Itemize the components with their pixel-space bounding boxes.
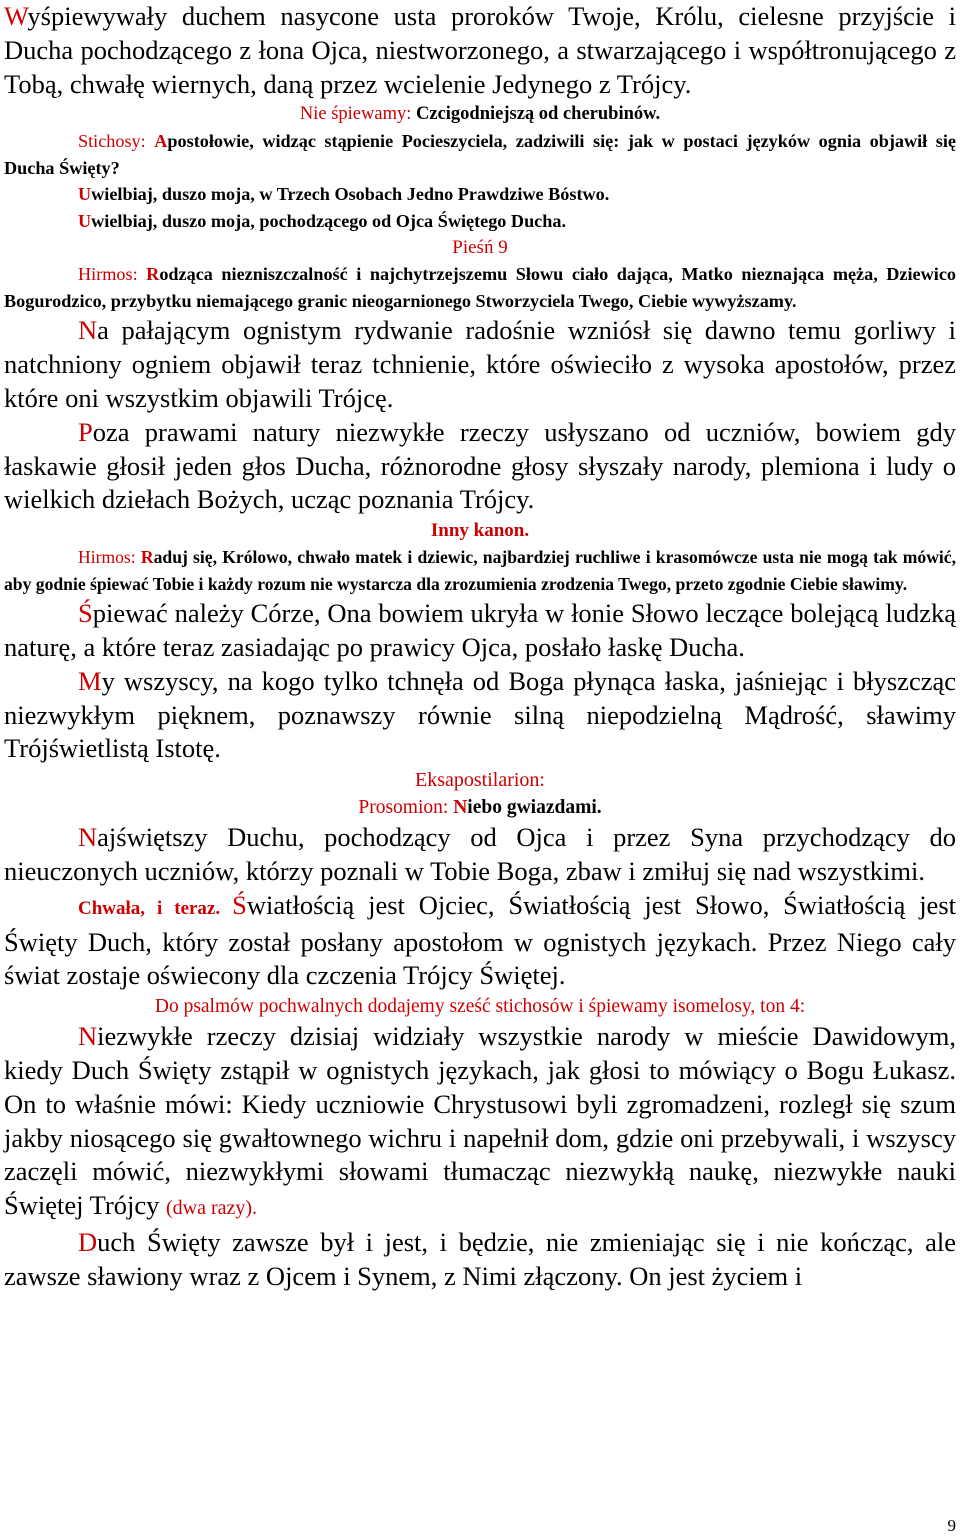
hirmos-1: Hirmos: Rodząca niezniszczalność i najchytrzejszemu Słowu ciało dająca, Matko nieznająca męża, Dziewico Bogurodzico, przybytku niemającego granic nieogarnionego Stworzyciela Twego, Ciebie wywyższamy. — [4, 264, 956, 311]
paragraph-3: Poza prawami natury niezwykłe rzeczy usłyszano od uczniów, bowiem gdy łaskawie głosił jeden głos Ducha, różnorodne głosy słyszały narody, plemiona i ludy o wielkich dziełach Bożych, ucząc poznania Trójcy. — [4, 416, 956, 515]
prosomion-line: Prosomion: Niebo gwiazdami. — [358, 797, 602, 819]
initial-letter: W — [4, 1, 28, 31]
paragraph-2: Na pałającym ognistym rydwanie radośnie wzniósł się dawno temu gorliwy i natchniony ogniem objawił teraz tchnienie, które oświeciło z wysoka apostołów, przez które oni wszystkim objawili Trójcę. — [4, 315, 956, 413]
exapostilarion-title: Eksapostilarion: — [415, 769, 545, 792]
verse-1: Uwielbiaj, duszo moja, w Trzech Osobach Jedno Prawdziwe Bóstwo. — [78, 184, 610, 205]
paragraph-5: My wszyscy, na kogo tylko tchnęła od Boga płynąca łaska, jaśniejąc i błyszcząc niezwykłym pięknem, poznawszy równie silną niepodzielną Mądrość, sławimy Trójświetlistą Istotę. — [4, 665, 956, 764]
paragraph-4: Śpiewać należy Córze, Ona bowiem ukryła w łonie Słowo leczące bolejącą ludzką naturę, a które teraz zasiadając po prawicy Ojca, posłało łaskę Ducha. — [4, 598, 956, 662]
ode-9-title: Pieśń 9 — [452, 237, 508, 259]
hirmos-2: Hirmos: Raduj się, Królowo, chwało matek i dziewic, najbardziej ruchliwe i krasomówcze usta nie mogą tak mówić, aby godnie śpiewać Tobie i każdy rozum nie wystarcza dla zrozumienia zrodzenia Twego, przeto zgodnie Ciebie sławimy. — [4, 547, 956, 594]
paragraph-9: Duch Święty zawsze był i jest, i będzie, nie zmieniając się i nie kończąc, ale zawsze sławiony wraz z Ojcem i Synem, z Nimi złączony. On jest życiem i — [4, 1226, 956, 1291]
stichos-paragraph: Stichosy: Apostołowie, widząc stąpienie Pocieszyciela, zadziwili się: jak w postaci języków ognia objawił się Ducha Święty? — [4, 131, 956, 178]
verse-2: Uwielbiaj, duszo moja, pochodzącego od Ojca Świętego Ducha. — [78, 210, 567, 231]
paragraph-7: Chwała, i teraz. Światłością jest Ojciec, Światłością jest Słowo, Światłością jest Święty Duch, który został posłany apostołom w ognistych językach. Przez Niego cały świat zostaje oświecony dla czczenia Trójcy Świętej. — [4, 889, 956, 991]
not-sung-line: Nie śpiewamy: Czcigodniejszą od cherubinów. — [299, 104, 661, 125]
page-number: 9 — [947, 1516, 956, 1535]
rubric-line: Do psalmów pochwalnych dodajemy sześć stichosów i śpiewamy isomelosy, ton 4: — [154, 996, 806, 1018]
paragraph-1: Wyśpiewywały duchem nasycone usta proroków Twoje, Królu, cielesne przyjście i Ducha pochodzącego z łona Ojca, niestworzonego, a stwarzającego i współtronującego z Tobą, chwałę wiernych, daną przez wcielenie Jedynego z Trójcy. — [4, 1, 956, 99]
paragraph-8: Niezwykłe rzeczy dzisiaj widziały wszystkie narody w mieście Dawidowym, kiedy Duch Święty zstąpił w ognistych językach, jak głosi to mówiący o Bogu Łukasz. On to właśnie mówi: Kiedy uczniowie Chrystusowi byli zgromadzeni, rozległ się szum jakby niosącego się gwałtownego wichru i napełnił dom, gdzie oni przebywali, i wszyscy zaczęli mówić, niezwykłymi słowami tłumacząc niezwykłą naukę, niezwykłe nauki Świętej Trójcy (dwa razy). — [4, 1021, 956, 1221]
other-canon-title: Inny kanon. — [430, 520, 530, 542]
paragraph-6: Najświętszy Duchu, pochodzący od Ojca i przez Syna przychodzący do nieuczonych uczniów, którzy poznali w Tobie Boga, zbaw i zmiłuj się nad wszystkimi. — [4, 822, 956, 886]
